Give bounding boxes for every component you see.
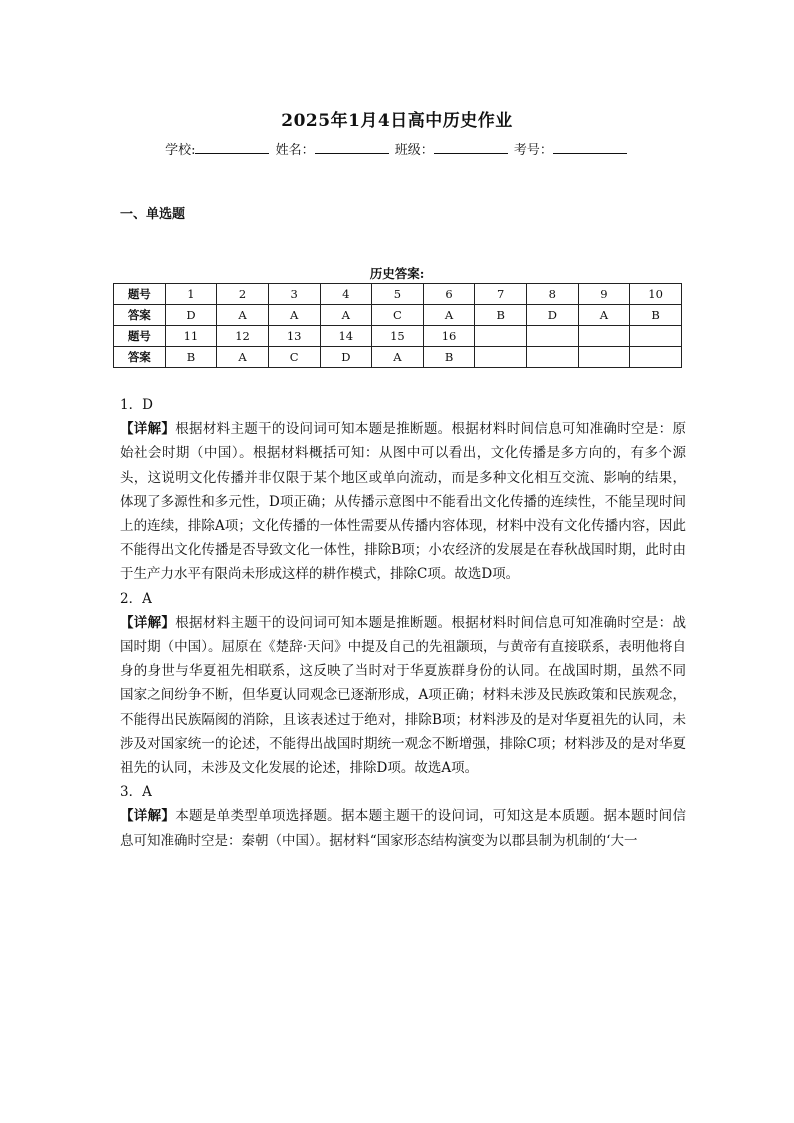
answer-table-cell: 8: [527, 284, 579, 305]
section-title: 一、单选题: [120, 207, 186, 222]
answer-table-cell: D: [527, 305, 579, 326]
answer-table-row-header: 答案: [114, 347, 166, 368]
question-3-number: 3．A: [120, 784, 152, 801]
answer-table-cell: C: [372, 305, 424, 326]
name-blank[interactable]: [315, 141, 389, 154]
exam-number-label: 考号：: [513, 143, 553, 158]
answer-table-cell: A: [372, 347, 424, 368]
answer-table-cell: A: [268, 305, 320, 326]
answer-table-row: [114, 305, 682, 326]
answer-table-row-header: 题号: [114, 284, 166, 305]
answer-table-row: [114, 284, 682, 305]
answer-table-caption: 历史答案:: [369, 266, 425, 281]
answer-table-cell: 6: [423, 284, 475, 305]
answer-table-cell: A: [423, 305, 475, 326]
student-info-line: [0, 139, 794, 158]
answer-table-cell: 14: [320, 326, 372, 347]
question-2-number: 2．A: [120, 590, 152, 607]
answer-table-row-header: 题号: [114, 326, 166, 347]
question-1-tag: 【详解】: [120, 421, 176, 438]
answer-table-cell: [527, 347, 579, 368]
answer-table-row: [114, 347, 682, 368]
question-1-text: 根据材料主题干的设问词可知本题是推断题。根据材料时间信息可知准确时空是：原始社会时期（中国）。根据材料概括可知：从图中可以看出，文化传播是多方向的，有多个源头，这说明文化传播并非仅限于某个地区或单向流动，而是多种文化相互交流、影响的结果，体现了多源性和多元性，D项正确；从传播示意图中不能看出文化传播的连续性，不能呈现时间上的连续，排除A项；文化传播的一体性需要从传播内容体现，材料中没有文化传播内容，因此不能得出文化传播是否导致文化一体性，排除B项；小农经济的发展是在春秋战国时期，此时由于生产力水平有限尚未形成这样的耕作模式，排除C项。故选D项。: [120, 421, 686, 583]
answer-table-cell: [527, 326, 579, 347]
answer-table-row-header: 答案: [114, 305, 166, 326]
answer-table-cell: A: [320, 305, 372, 326]
answer-table-cell: B: [165, 347, 217, 368]
answer-table-cell: [578, 347, 630, 368]
answer-table-cell: D: [320, 347, 372, 368]
answer-table-cell: A: [217, 305, 269, 326]
answer-table-cell: D: [165, 305, 217, 326]
answer-table-cell: B: [630, 305, 682, 326]
answer-table-cell: A: [217, 347, 269, 368]
answer-table-cell: [475, 347, 527, 368]
answer-table-cell: A: [578, 305, 630, 326]
question-3-text: 本题是单类型单项选择题。据本题主题干的设问词，可知这是本质题。据本题时间信息可知准确时空是：秦朝（中国）。据材料“国家形态结构演变为以郡县制为机制的‘大一: [120, 808, 686, 849]
answer-table-cell: 9: [578, 284, 630, 305]
question-3-explanation: [120, 804, 686, 852]
school-blank[interactable]: [195, 141, 269, 154]
question-2-tag: 【详解】: [120, 614, 176, 631]
answer-table-cell: 7: [475, 284, 527, 305]
answer-table-cell: [578, 326, 630, 347]
answer-table-cell: 10: [630, 284, 682, 305]
answer-table-cell: [630, 326, 682, 347]
answer-table-cell: C: [268, 347, 320, 368]
question-3-tag: 【详解】: [120, 808, 176, 825]
explanations: [120, 393, 686, 853]
answer-table-cell: [630, 347, 682, 368]
answer-table-row: [114, 326, 682, 347]
answer-table-cell: B: [475, 305, 527, 326]
answer-table-cell: [475, 326, 527, 347]
document-title: 2025年1月4日高中历史作业: [281, 111, 513, 131]
exam-number-blank[interactable]: [553, 141, 627, 154]
answer-table-cell: 15: [372, 326, 424, 347]
question-2-explanation: [120, 611, 686, 780]
class-blank[interactable]: [434, 141, 508, 154]
answer-table-cell: 16: [423, 326, 475, 347]
answer-table: [113, 283, 682, 368]
class-label: 班级：: [394, 143, 434, 158]
name-label: 姓名：: [275, 143, 315, 158]
question-1-explanation: [120, 417, 686, 586]
answer-table-cell: 5: [372, 284, 424, 305]
question-1-number: 1．D: [120, 397, 153, 413]
answer-table-cell: 1: [165, 284, 217, 305]
answer-table-cell: 4: [320, 284, 372, 305]
answer-table-cell: B: [423, 347, 475, 368]
question-2-text: 根据材料主题干的设问词可知本题是推断题。根据材料时间信息可知准确时空是：战国时期（中国）。屈原在《楚辞·天问》中提及自己的先祖颛顼，与黄帝有直接联系，表明他将自身的身世与华夏祖先相联系，这反映了当时对于华夏族群身份的认同。在战国时期，虽然不同国家之间纷争不断，但华夏认同观念已逐渐形成，A项正确；材料未涉及民族政策和民族观念，不能得出民族隔阂的消除，且该表述过于绝对，排除B项；材料涉及的是对华夏祖先的认同，未涉及对国家统一的论述，不能得出战国时期统一观念不断增强，排除C项；材料涉及的是对华夏祖先的认同，未涉及文化发展的论述，排除D项。故选A项。: [120, 614, 686, 777]
answer-table-cell: 11: [165, 326, 217, 347]
answer-table-cell: 2: [217, 284, 269, 305]
answer-table-cell: 13: [268, 326, 320, 347]
answer-table-cell: 3: [268, 284, 320, 305]
answer-table-cell: 12: [217, 326, 269, 347]
school-label: 学校:: [165, 143, 196, 158]
